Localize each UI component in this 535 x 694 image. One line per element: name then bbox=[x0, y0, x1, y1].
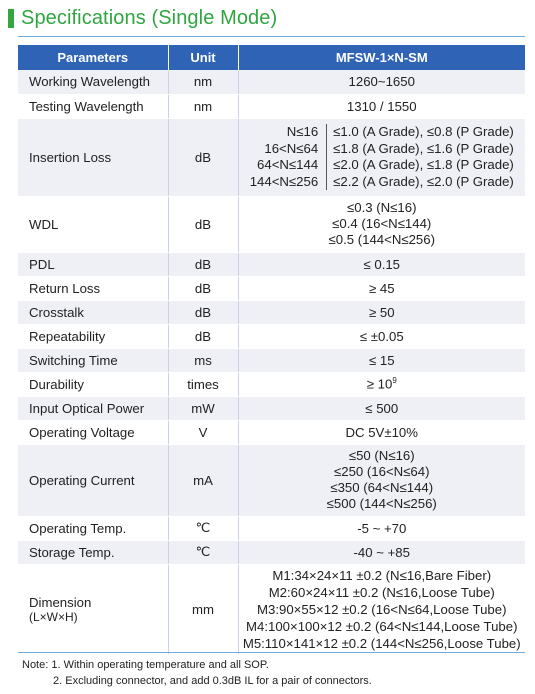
value-cell: 1260~1650 bbox=[238, 70, 525, 94]
note-line-2: 2. Excluding connector, and add 0.3dB IL for a pair of connectors. bbox=[53, 675, 372, 687]
table-row bbox=[18, 118, 525, 196]
param-label: WDL bbox=[18, 196, 168, 252]
il-range: 16<N≤64 bbox=[264, 140, 319, 156]
param-label: Switching Time bbox=[18, 348, 168, 372]
header-model: MFSW-1×N-SM bbox=[238, 45, 525, 70]
section-title bbox=[8, 6, 277, 30]
table-row bbox=[18, 540, 525, 564]
value-cell: ≤ 15 bbox=[238, 348, 525, 372]
dimension-line: M3:90×55×12 ±0.2 (16<N≤64,Loose Tube) bbox=[257, 601, 507, 617]
param-label: Crosstalk bbox=[18, 300, 168, 324]
unit-cell: mW bbox=[168, 396, 238, 420]
param-label: Working Wavelength bbox=[18, 70, 168, 94]
value-cell bbox=[238, 372, 525, 396]
value-cell: ≤ ±0.05 bbox=[238, 324, 525, 348]
value-cell bbox=[238, 564, 525, 654]
table-header-row bbox=[18, 45, 525, 70]
value-cell: DC 5V±10% bbox=[238, 420, 525, 444]
notes bbox=[22, 657, 372, 689]
table-row bbox=[18, 420, 525, 444]
param-label: Insertion Loss bbox=[18, 118, 168, 196]
unit-cell: dB bbox=[168, 196, 238, 252]
unit-cell: nm bbox=[168, 94, 238, 118]
unit-cell: ℃ bbox=[168, 540, 238, 564]
unit-cell: ℃ bbox=[168, 516, 238, 540]
value-cell: -5 ~ +70 bbox=[238, 516, 525, 540]
dimension-label: Dimension bbox=[29, 594, 92, 610]
param-label: Operating Voltage bbox=[18, 420, 168, 444]
current-line: ≤500 (144<N≤256) bbox=[326, 496, 437, 511]
table-row bbox=[18, 276, 525, 300]
param-label: Durability bbox=[18, 372, 168, 396]
unit-cell: mA bbox=[168, 444, 238, 516]
value-cell: ≤ 0.15 bbox=[238, 252, 525, 276]
il-value: ≤2.0 (A Grade), ≤1.8 (P Grade) bbox=[333, 157, 514, 172]
value-cell: -40 ~ +85 bbox=[238, 540, 525, 564]
durability-value: ≥ 10 bbox=[366, 376, 393, 392]
value-cell: 1310 / 1550 bbox=[238, 94, 525, 118]
il-range: 144<N≤256 bbox=[249, 173, 319, 189]
table-row bbox=[18, 444, 525, 516]
unit-cell: dB bbox=[168, 300, 238, 324]
header-unit: Unit bbox=[168, 45, 238, 70]
value-cell bbox=[238, 196, 525, 252]
value-cell bbox=[238, 444, 525, 516]
durability-exponent: 9 bbox=[392, 376, 397, 386]
dimension-line: M1:34×24×11 ±0.2 (N≤16,Bare Fiber) bbox=[272, 567, 492, 583]
table-row bbox=[18, 70, 525, 94]
dimension-line: M2:60×24×11 ±0.2 (N≤16,Loose Tube) bbox=[268, 584, 495, 600]
il-value: ≤2.2 (A Grade), ≤2.0 (P Grade) bbox=[333, 173, 514, 189]
value-cell: ≥ 50 bbox=[238, 300, 525, 324]
table-row bbox=[18, 348, 525, 372]
dimension-line: M5:110×141×12 ±0.2 (144<N≤256,Loose Tube) bbox=[242, 635, 521, 651]
page-title: Specifications (Single Mode) bbox=[21, 6, 278, 29]
title-accent-bar bbox=[8, 9, 14, 28]
unit-cell: dB bbox=[168, 324, 238, 348]
table-bottom-divider bbox=[18, 652, 525, 653]
wdl-line: ≤0.5 (144<N≤256) bbox=[328, 232, 435, 247]
table-row bbox=[18, 516, 525, 540]
current-line: ≤350 (64<N≤144) bbox=[330, 480, 434, 495]
param-label: Operating Temp. bbox=[18, 516, 168, 540]
il-value: ≤1.0 (A Grade), ≤0.8 (P Grade) bbox=[333, 124, 514, 139]
current-line: ≤50 (N≤16) bbox=[348, 448, 415, 463]
title-divider bbox=[18, 36, 525, 37]
param-label: Repeatability bbox=[18, 324, 168, 348]
param-label: Storage Temp. bbox=[18, 540, 168, 564]
unit-cell: nm bbox=[168, 70, 238, 94]
param-label bbox=[18, 564, 168, 654]
current-line: ≤250 (16<N≤64) bbox=[334, 464, 430, 479]
param-label: Operating Current bbox=[18, 444, 168, 516]
unit-cell: mm bbox=[168, 564, 238, 654]
value-cell: ≥ 45 bbox=[238, 276, 525, 300]
table-row bbox=[18, 300, 525, 324]
table-row bbox=[18, 372, 525, 396]
table-row bbox=[18, 94, 525, 118]
dimension-sublabel: (L×W×H) bbox=[29, 609, 78, 624]
unit-cell: V bbox=[168, 420, 238, 444]
insertion-loss-values bbox=[238, 118, 525, 196]
param-label: Input Optical Power bbox=[18, 396, 168, 420]
param-label: PDL bbox=[18, 252, 168, 276]
unit-cell: dB bbox=[168, 252, 238, 276]
value-cell: ≤ 500 bbox=[238, 396, 525, 420]
table-row bbox=[18, 196, 525, 252]
unit-cell: ms bbox=[168, 348, 238, 372]
il-range: N≤16 bbox=[286, 124, 319, 139]
wdl-line: ≤0.3 (N≤16) bbox=[347, 200, 417, 215]
il-range: 64<N≤144 bbox=[257, 157, 319, 172]
param-label: Return Loss bbox=[18, 276, 168, 300]
table-row bbox=[18, 324, 525, 348]
unit-cell: dB bbox=[168, 118, 238, 196]
dimension-line: M4:100×100×12 ±0.2 (64<N≤144,Loose Tube) bbox=[246, 618, 518, 634]
unit-cell: dB bbox=[168, 276, 238, 300]
table-row bbox=[18, 564, 525, 654]
param-label: Testing Wavelength bbox=[18, 94, 168, 118]
unit-cell: times bbox=[168, 372, 238, 396]
note-line-1: Note: 1. Within operating temperature and all SOP. bbox=[22, 659, 269, 671]
table-row bbox=[18, 252, 525, 276]
specifications-table bbox=[18, 45, 525, 655]
table-row bbox=[18, 396, 525, 420]
wdl-line: ≤0.4 (16<N≤144) bbox=[332, 216, 432, 231]
header-parameters: Parameters bbox=[18, 45, 168, 70]
il-value: ≤1.8 (A Grade), ≤1.6 (P Grade) bbox=[333, 140, 514, 156]
